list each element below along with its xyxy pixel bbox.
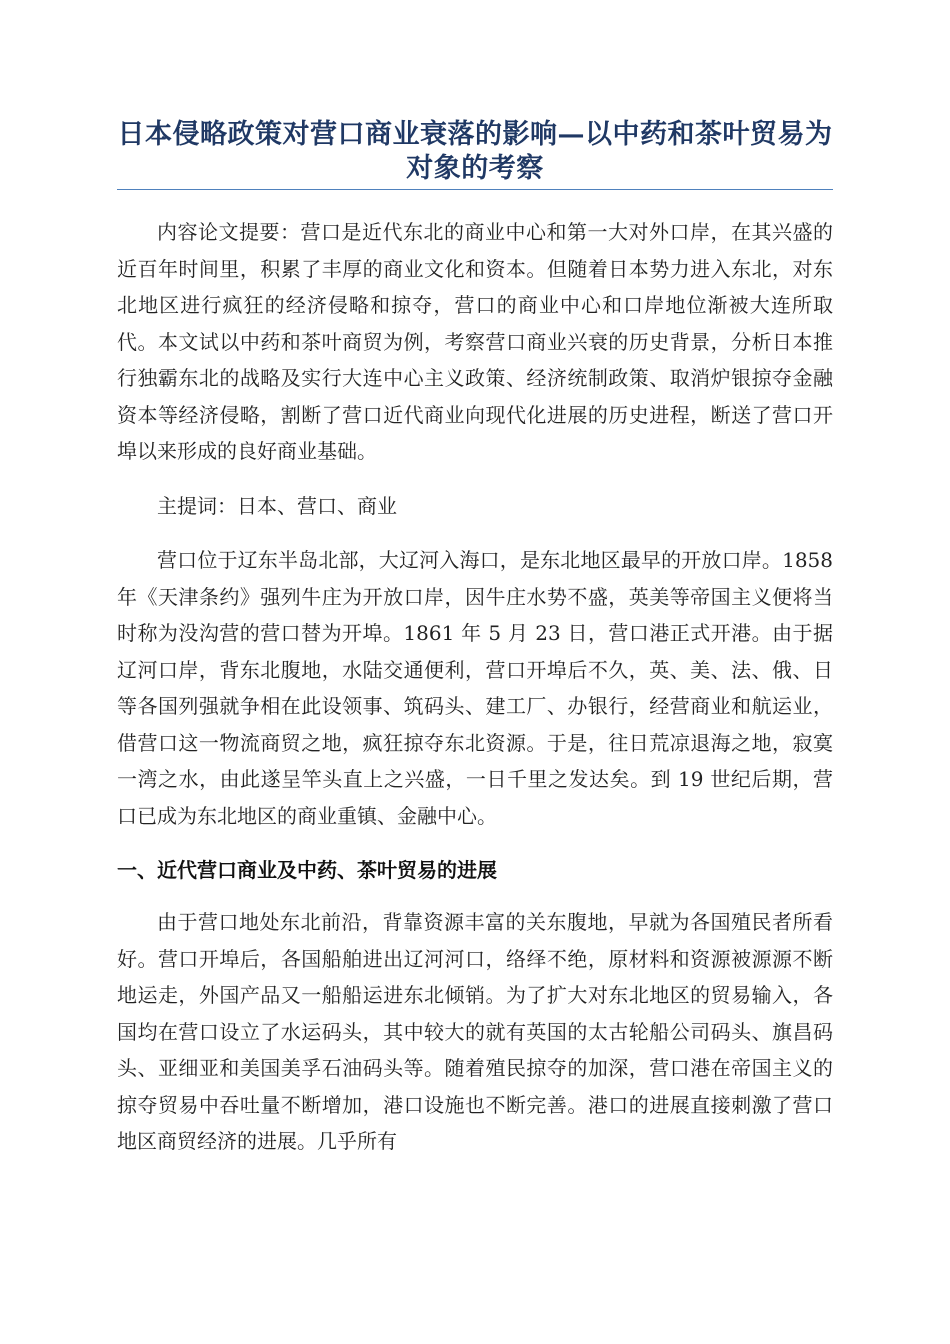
document-title: 日本侵略政策对营口商业衰落的影响—以中药和茶叶贸易为对象的考察: [117, 118, 833, 190]
document-page: [117, 118, 833, 1160]
abstract-paragraph: 内容论文提要：营口是近代东北的商业中心和第一大对外口岸，在其兴盛的近百年时间里，积累了丰厚的商业文化和资本。但随着日本势力进入东北，对东北地区进行疯狂的经济侵略和掠夺，营口的商业中心和口岸地位渐被大连所取代。本文试以中药和茶叶商贸为例，考察营口商业兴衰的历史背景，分析日本推行独霸东北的战略及实行大连中心主义政策、经济统制政策、取消炉银掠夺金融资本等经济侵略，割断了营口近代商业向现代化进展的历史进程，断送了营口开埠以来形成的良好商业基础。: [117, 220, 833, 463]
section-paragraph: 由于营口地处东北前沿，背靠资源丰富的关东腹地，早就为各国殖民者所看好。营口开埠后，各国船舶进出辽河河口，络绎不绝，原材料和资源被源源不断地运走，外国产品又一船船运进东北倾销。为了扩大对东北地区的贸易输入，各国均在营口设立了水运码头，其中较大的就有英国的太古轮船公司码头、旗昌码头、亚细亚和美国美孚石油码头等。随着殖民掠夺的加深，营口港在帝国主义的掠夺贸易中吞吐量不断增加，港口设施也不断完善。港口的进展直接刺激了营口地区商贸经济的进展。几乎所有: [117, 910, 833, 1153]
intro-paragraph: 营口位于辽东半岛北部，大辽河入海口，是东北地区最早的开放口岸。1858 年《天津条约》强列牛庄为开放口岸，因牛庄水势不盛，英美等帝国主义便将当时称为没沟营的营口替为开埠。1861 年 5 月 23 日，营口港正式开港。由于据辽河口岸，背东北腹地，水陆交通便利，营口开埠后不久，英、美、法、俄、日等各国列强就争相在此设领事、筑码头、建工厂、办银行，经营商业和航运业，借营口这一物流商贸之地，疯狂掠夺东北资源。于是，往日荒凉退海之地，寂寞一湾之水，由此遂呈竿头直上之兴盛，一日千里之发达矣。到 19 世纪后期，营口已成为东北地区的商业重镇、金融中心。: [117, 548, 833, 828]
keywords-paragraph: 主提词：日本、营口、商业: [157, 493, 397, 518]
section-heading: 一、近代营口商业及中药、茶叶贸易的进展: [117, 858, 497, 882]
